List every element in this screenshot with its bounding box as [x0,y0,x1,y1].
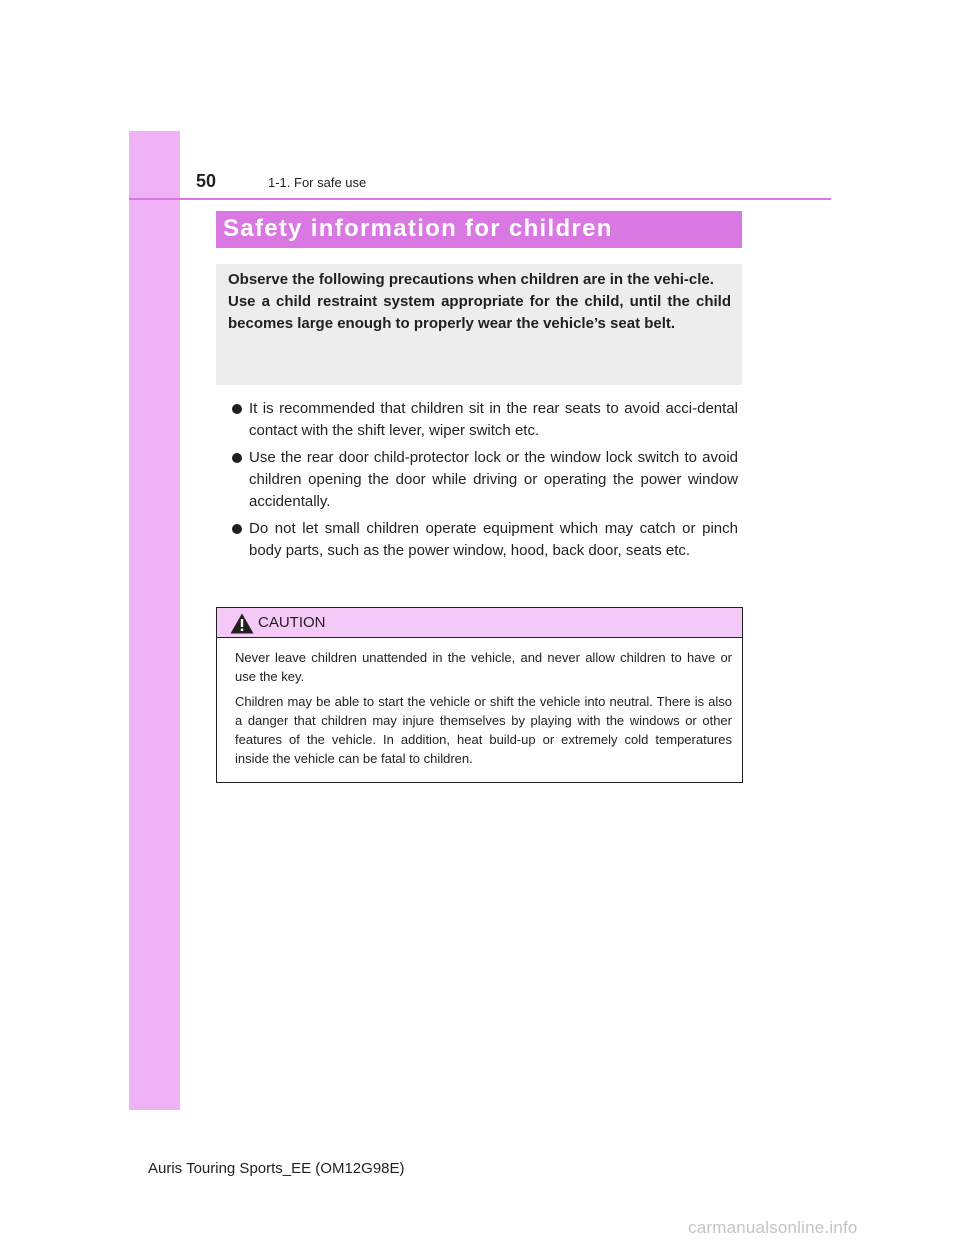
intro-paragraph: Observe the following precautions when children are in the vehi-cle. [228,271,714,288]
footer-manual-id: Auris Touring Sports_EE (OM12G98E) [148,1160,405,1177]
page-title-bar [216,211,742,248]
caution-body [217,638,742,768]
bullet-dot-icon [232,404,242,414]
bullet-item [232,518,738,562]
bullet-list [232,398,738,567]
bullet-item [232,398,738,442]
caution-header [217,608,742,638]
warning-triangle-icon [230,613,254,634]
bullet-text: It is recommended that children sit in the rear seats to avoid acci-dental contact with the shift lever, wiper switch etc. [249,400,738,439]
bullet-item [232,447,738,513]
caution-box [216,607,743,783]
header-divider [129,198,831,200]
bullet-text: Use the rear door child-protector lock or the window lock switch to avoid children opening the door while driving or operating the power window accidentally. [249,449,738,510]
caution-paragraph: Children may be able to start the vehicle or shift the vehicle into neutral. There is also a danger that children may injure themselves by playing with the windows or other features of the vehicle. In addition, heat build-up or extremely cold temperatures inside the vehicle can be fatal to children. [235,694,732,766]
side-color-band [129,131,180,1110]
watermark: carmanualsonline.info [688,1218,858,1237]
caution-paragraph: Never leave children unattended in the vehicle, and never allow children to have or use the key. [235,650,732,684]
caution-label: CAUTION [258,614,326,631]
bullet-text: Do not let small children operate equipment which may catch or pinch body parts, such as the power window, hood, back door, seats etc. [249,520,738,559]
page-number: 50 [196,171,217,191]
bullet-dot-icon [232,453,242,463]
page-title: Safety information for children [223,215,613,242]
intro-box [216,264,742,385]
bullet-dot-icon [232,524,242,534]
section-label: 1-1. For safe use [268,175,367,190]
intro-paragraph: Use a child restraint system appropriate for the child, until the child becomes large enough to properly wear the vehicle’s seat belt. [228,293,731,332]
